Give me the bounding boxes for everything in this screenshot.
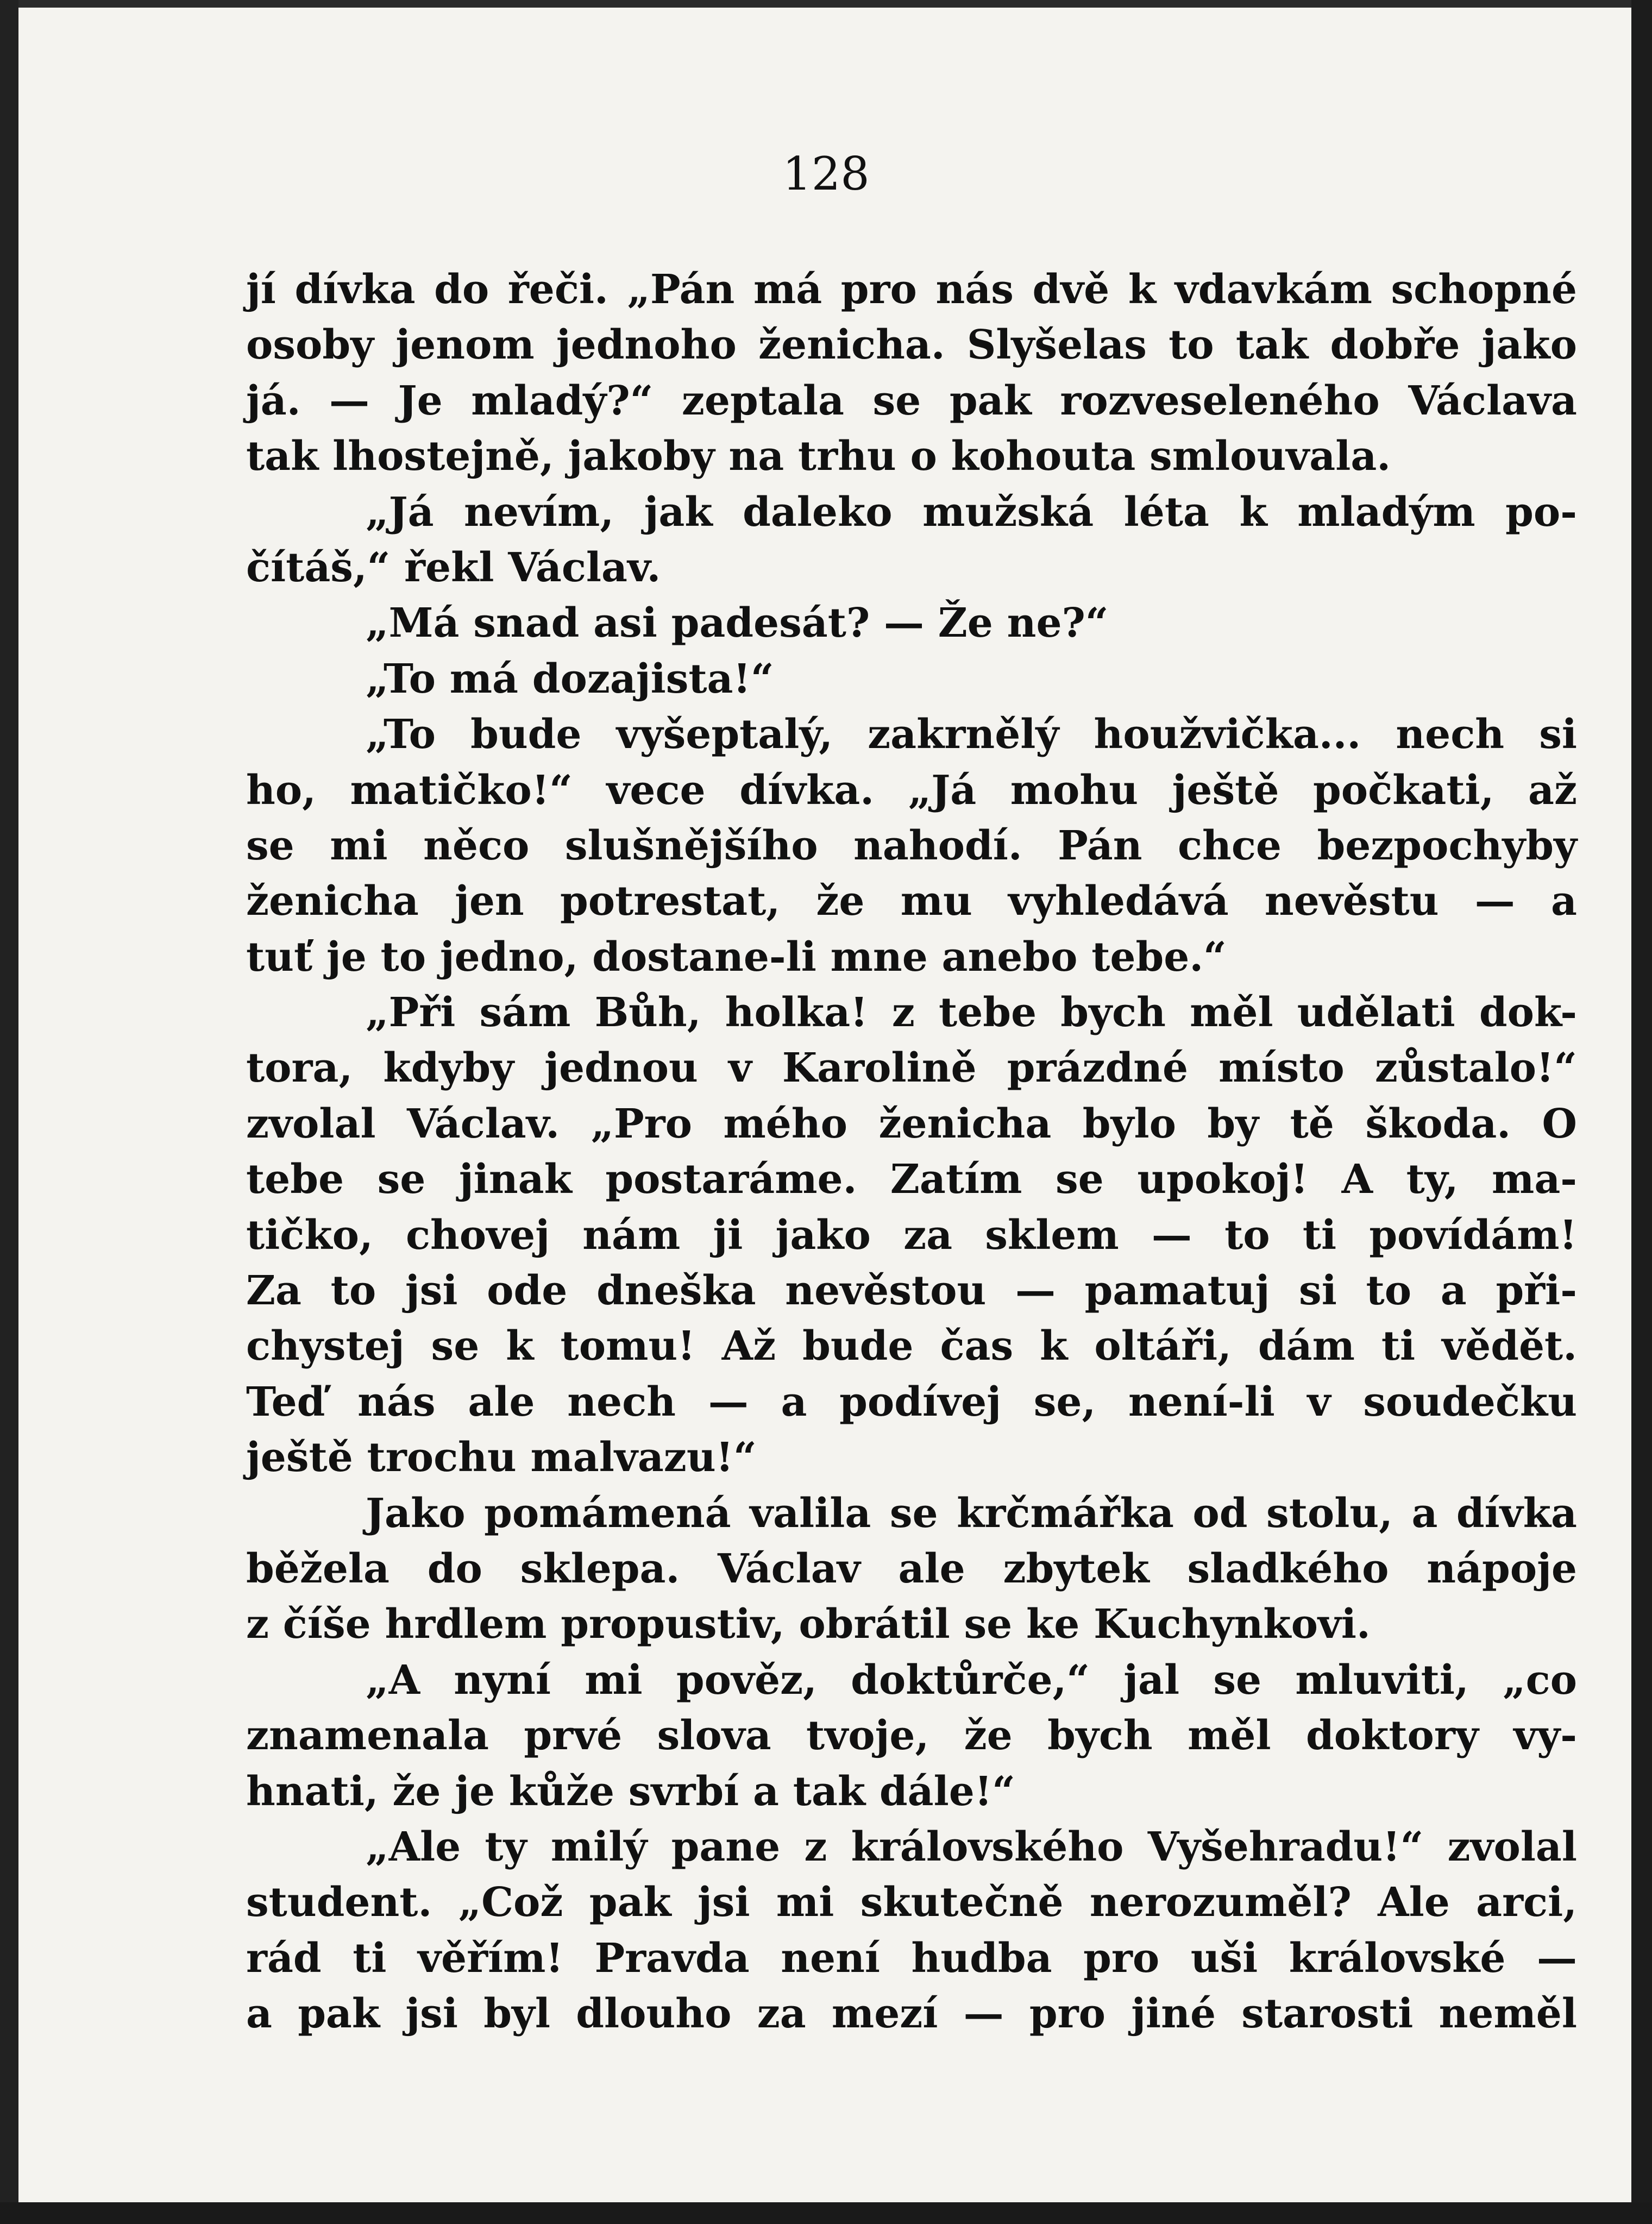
text-line: chystej se k tomu! Až bude čas k oltáři, dám ti vědět. [246,1323,1577,1370]
text-line: „To bude vyšeptalý, zakrnělý houžvička... nech si [366,711,1577,758]
text-line: zvolal Václav. „Pro mého ženicha bylo by tě škoda. O [246,1100,1577,1147]
text-line: Teď nás ale nech — a podívej se, není-li v soudečku [246,1378,1577,1425]
text-line: tebe se jinak postaráme. Zatím se upokoj! A ty, ma- [246,1156,1577,1203]
text-line: ženicha jen potrestat, že mu vyhledává nevěstu — a [246,878,1577,925]
text-line: čítáš,“ řekl Václav. [246,544,661,591]
page-number: 128 [782,147,870,200]
text-line: já. — Je mladý?“ zeptala se pak rozveseleného Václava [246,377,1577,424]
scan-border-right [1631,0,1652,2224]
text-line: „To má dozajista!“ [366,655,774,702]
text-line: student. „Což pak jsi mi skutečně nerozuměl? Ale arci, [246,1879,1577,1926]
text-line: „Já nevím, jak daleko mužská léta k mladým po- [366,488,1577,536]
text-line: se mi něco slušnějšího nahodí. Pán chce bezpochyby [246,822,1577,869]
text-line: „Ale ty milý pane z královského Vyšehradu!“ zvolal [366,1823,1577,1870]
text-line: tak lhostejně, jakoby na trhu o kohouta smlouvala. [246,433,1391,480]
text-line: tora, kdyby jednou v Karolině prázdné místo zůstalo!“ [246,1045,1577,1092]
text-line: hnati, že je kůže svrbí a tak dále!“ [246,1768,1015,1815]
text-line: rád ti věřím! Pravda není hudba pro uši královské — [246,1934,1577,1982]
text-line: jí dívka do řeči. „Pán má pro nás dvě k vdavkám schopné [246,266,1577,313]
text-line: ještě trochu malvazu!“ [246,1434,757,1481]
text-line: a pak jsi byl dlouho za mezí — pro jiné starosti neměl [246,1990,1577,2038]
text-line: „Při sám Bůh, holka! z tebe bych měl udělati dok- [366,989,1577,1036]
text-line: běžela do sklepa. Václav ale zbytek sladkého nápoje [246,1545,1577,1592]
text-line: z číše hrdlem propustiv, obrátil se ke Kuchynkovi. [246,1601,1371,1648]
body-text [246,262,1577,2042]
scan-border-left [0,0,18,2224]
text-line: „A nyní mi pověz, doktůrče,“ jal se mluviti, „co [366,1656,1577,1704]
text-line: „Má snad asi padesát? — Že ne?“ [366,600,1109,647]
scan-border-top [0,0,1652,8]
text-line: Jako pomámená valila se krčmářka od stolu, a dívka [366,1490,1577,1537]
text-line: ho, matičko!“ vece dívka. „Já mohu ještě počkati, až [246,767,1577,814]
text-line: Za to jsi ode dneška nevěstou — pamatuj si to a při- [246,1267,1577,1315]
text-line: tičko, chovej nám ji jako za sklem — to ti povídám! [246,1211,1577,1259]
text-line: tuť je to jedno, dostane-li mne anebo tebe.“ [246,933,1227,981]
text-line: osoby jenom jednoho ženicha. Slyšelas to tak dobře jako [246,322,1577,369]
scan-border-bottom [0,2202,1652,2224]
text-line: znamenala prvé slova tvoje, že bych měl doktory vy- [246,1712,1577,1760]
